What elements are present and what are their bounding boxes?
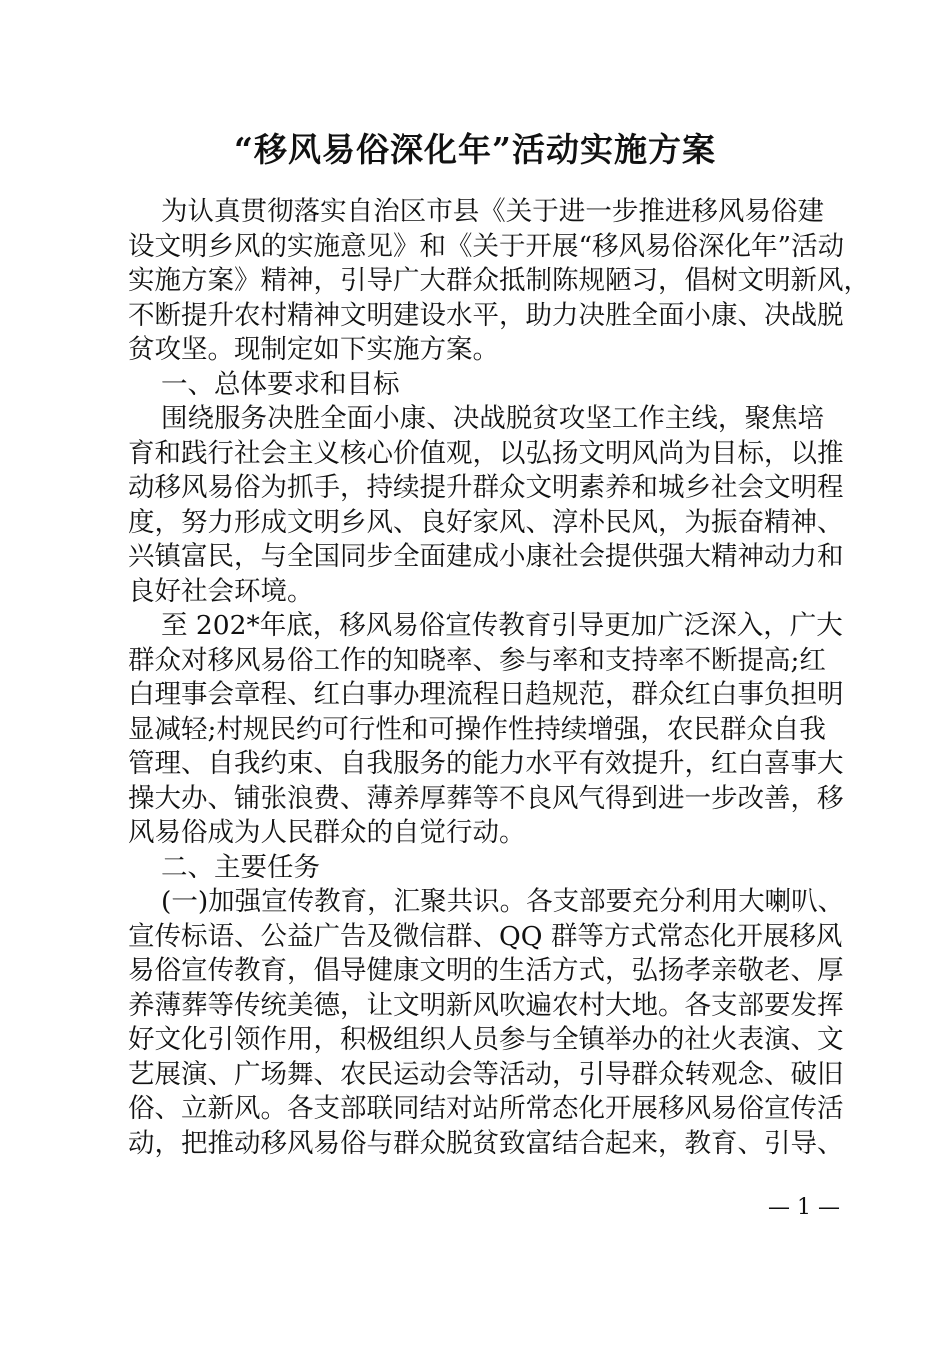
text-line: 为认真贯彻落实自治区市县《关于进一步推进移风易俗建 bbox=[161, 196, 824, 227]
text-line: 贫攻坚。现制定如下实施方案。 bbox=[128, 334, 499, 365]
text-line: (一)加强宣传教育，汇聚共识。各支部要充分利用大喇叭、 bbox=[161, 886, 845, 917]
page-number: — 1 — bbox=[768, 1195, 840, 1220]
text-line: 至 202*年底，移风易俗宣传教育引导更加广泛深入，广大 bbox=[161, 610, 843, 641]
text-line: 度，努力形成文明乡风、良好家风、淳朴民风，为振奋精神、 bbox=[128, 506, 844, 538]
text-line: 动，把推动移风易俗与群众脱贫致富结合起来，教育、引导、 bbox=[128, 1127, 844, 1159]
text-line: 养薄葬等传统美德，让文明新风吹遍农村大地。各支部要发挥 bbox=[128, 989, 844, 1021]
document-body bbox=[128, 195, 870, 1161]
text-line: 风易俗成为人民群众的自觉行动。 bbox=[128, 817, 526, 848]
text-line: 管理、自我约束、自我服务的能力水平有效提升，红白喜事大 bbox=[128, 748, 844, 779]
text-line: 易俗宣传教育，倡导健康文明的生活方式，弘扬孝亲敬老、厚 bbox=[128, 955, 844, 986]
text-line: 良好社会环境。 bbox=[128, 575, 314, 607]
text-line: 设文明乡风的实施意见》和《关于开展“移风易俗深化年”活动 bbox=[128, 230, 845, 262]
text-line: 操大办、铺张浪费、薄养厚葬等不良风气得到进一步改善，移 bbox=[128, 782, 844, 814]
text-line: 俗、立新风。各支部联同结对站所常态化开展移风易俗宣传活 bbox=[128, 1093, 844, 1124]
text-line: 围绕服务决胜全面小康、决战脱贫攻坚工作主线，聚焦培 bbox=[161, 403, 824, 434]
text-line: 宣传标语、公益广告及微信群、QQ 群等方式常态化开展移风 bbox=[128, 920, 843, 952]
page-title: “移风易俗深化年”活动实施方案 bbox=[234, 130, 716, 169]
text-line: 一、总体要求和目标 bbox=[161, 368, 400, 400]
text-line: 动移风易俗为抓手，持续提升群众文明素养和城乡社会文明程 bbox=[128, 472, 844, 503]
text-line: 白理事会章程、红白事办理流程日趋规范，群众红白事负担明 bbox=[128, 679, 844, 710]
text-line: 二、主要任务 bbox=[161, 851, 320, 883]
text-line: 育和践行社会主义核心价值观，以弘扬文明风尚为目标，以推 bbox=[128, 437, 844, 469]
text-line: 好文化引领作用，积极组织人员参与全镇举办的社火表演、文 bbox=[128, 1024, 844, 1055]
text-line: 群众对移风易俗工作的知晓率、参与率和支持率不断提高;红 bbox=[128, 644, 826, 676]
text-line: 实施方案》精神，引导广大群众抵制陈规陋习，倡树文明新风， bbox=[128, 265, 870, 296]
text-line: 兴镇富民，与全国同步全面建成小康社会提供强大精神动力和 bbox=[128, 541, 844, 572]
text-line: 不断提升农村精神文明建设水平，助力决胜全面小康、决战脱 bbox=[128, 299, 844, 331]
text-line: 艺展演、广场舞、农民运动会等活动，引导群众转观念、破旧 bbox=[128, 1058, 844, 1090]
text-line: 显减轻;村规民约可行性和可操作性持续增强，农民群众自我 bbox=[128, 713, 826, 745]
